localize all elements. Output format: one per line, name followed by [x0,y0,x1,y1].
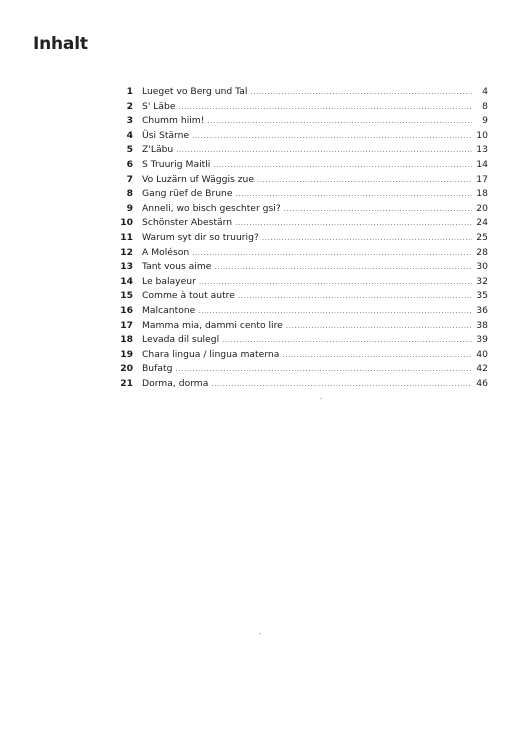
dot-leader [282,348,472,363]
toc-title: Le balayeur [142,275,196,287]
dot-leader [176,143,472,158]
toc-page: 38 [476,319,488,331]
dot-leader [179,100,472,115]
toc-title: Gang rüef de Brune [142,188,233,200]
toc-page: 20 [476,202,488,214]
toc-title: Vo Luzärn uf Wäggis zue [142,173,255,185]
toc-title: Warum syt dir so truurig? [142,231,259,243]
toc-entry[interactable] [110,187,488,202]
dot-leader [222,333,472,348]
dot-leader [192,129,472,144]
toc-title: Z'Läbu [142,144,174,156]
dot-leader [211,377,472,392]
toc-entry[interactable] [110,114,488,129]
toc-title: Lueget vo Berg und Tal [142,86,248,97]
toc-title: Tant vous aime [142,261,212,273]
dot-leader [238,289,472,304]
dot-leader [235,216,472,231]
toc-title: A Moléson [142,246,190,258]
scan-speck [259,633,261,634]
dot-leader [175,362,472,377]
toc-page: 39 [476,334,488,346]
toc-number: 17 [120,319,133,331]
toc-entry[interactable] [110,173,488,188]
toc-entry[interactable] [110,304,488,319]
toc-number: 9 [126,202,133,214]
toc-title: Chara lingua / lingua materna [142,348,280,360]
toc-page: 25 [476,231,488,243]
toc-entry[interactable] [110,377,488,392]
scan-speck [320,398,322,399]
toc-entry[interactable] [110,231,488,246]
toc-page: 24 [476,217,488,229]
toc-title: Levada dil sulegl [142,334,220,346]
toc-title: Chumm hiim! [142,115,205,127]
dot-leader [286,319,472,334]
toc-number: 5 [126,144,133,156]
toc-entry[interactable] [110,348,488,363]
toc-page: 18 [476,188,488,200]
toc-number: 11 [120,231,133,243]
toc-number: 15 [120,290,133,302]
toc-number: 10 [120,217,133,229]
toc-page: 35 [476,290,488,302]
toc-number: 7 [126,173,133,185]
toc-title: S Truurig Maitli [142,158,211,170]
toc-number: 4 [126,129,133,141]
dot-leader [236,187,472,202]
dot-leader [207,114,472,129]
toc-page: 28 [476,246,488,258]
toc-entry[interactable] [110,260,488,275]
toc-page: 13 [476,144,488,156]
toc-title: Mamma mia, dammi cento lire [142,319,283,331]
toc-title: Schönster Abestärn [142,217,233,229]
toc-number: 13 [120,261,133,273]
toc-page: 46 [476,377,488,389]
toc-number: 21 [120,377,133,389]
toc-number: 12 [120,246,133,258]
toc-entry[interactable] [110,216,488,231]
toc-title: Anneli, wo bisch geschter gsi? [142,202,281,214]
toc-number: 6 [126,158,133,170]
toc-number: 20 [120,363,133,375]
toc-page: 42 [476,363,488,375]
table-of-contents [110,85,488,391]
toc-title: Dorma, dorma [142,377,209,389]
toc-page: 8 [482,100,488,112]
dot-leader [262,231,472,246]
toc-number: 2 [126,100,133,112]
toc-number: 18 [120,334,133,346]
dot-leader [257,173,472,188]
toc-title: S' Läbe [142,100,176,112]
toc-page: 30 [476,261,488,273]
toc-number: 3 [126,115,133,127]
toc-number: 14 [120,275,133,287]
toc-number: 19 [120,348,133,360]
toc-page: 36 [476,304,488,316]
toc-page: 4 [482,86,488,97]
toc-page: 40 [476,348,488,360]
dot-leader [284,202,472,217]
toc-title: Malcantone [142,304,196,316]
dot-leader [214,260,472,275]
toc-page: 10 [476,129,488,141]
toc-entry[interactable] [110,100,488,115]
toc-entry[interactable] [110,275,488,290]
toc-entry[interactable] [110,158,488,173]
toc-entry[interactable] [110,333,488,348]
toc-page: 9 [482,115,488,127]
dot-leader [198,304,472,319]
toc-title: Üsi Stärne [142,129,190,141]
dot-leader [192,246,472,261]
toc-entry[interactable] [110,362,488,377]
toc-entry[interactable] [110,202,488,217]
page-title: Inhalt [33,34,88,54]
toc-title: Comme à tout autre [142,290,235,302]
toc-number: 16 [120,304,133,316]
toc-page: 14 [476,158,488,170]
toc-entry[interactable] [110,246,488,261]
toc-title: Bufatg [142,363,173,375]
dot-leader [250,85,472,100]
toc-number: 1 [126,86,133,97]
toc-entry[interactable] [110,129,488,144]
toc-entry[interactable] [110,319,488,334]
toc-number: 8 [126,188,133,200]
toc-entry[interactable] [110,85,488,100]
toc-page: 17 [476,173,488,185]
toc-entry[interactable] [110,143,488,158]
dot-leader [199,275,472,290]
toc-entry[interactable] [110,289,488,304]
dot-leader [213,158,472,173]
toc-page: 32 [476,275,488,287]
